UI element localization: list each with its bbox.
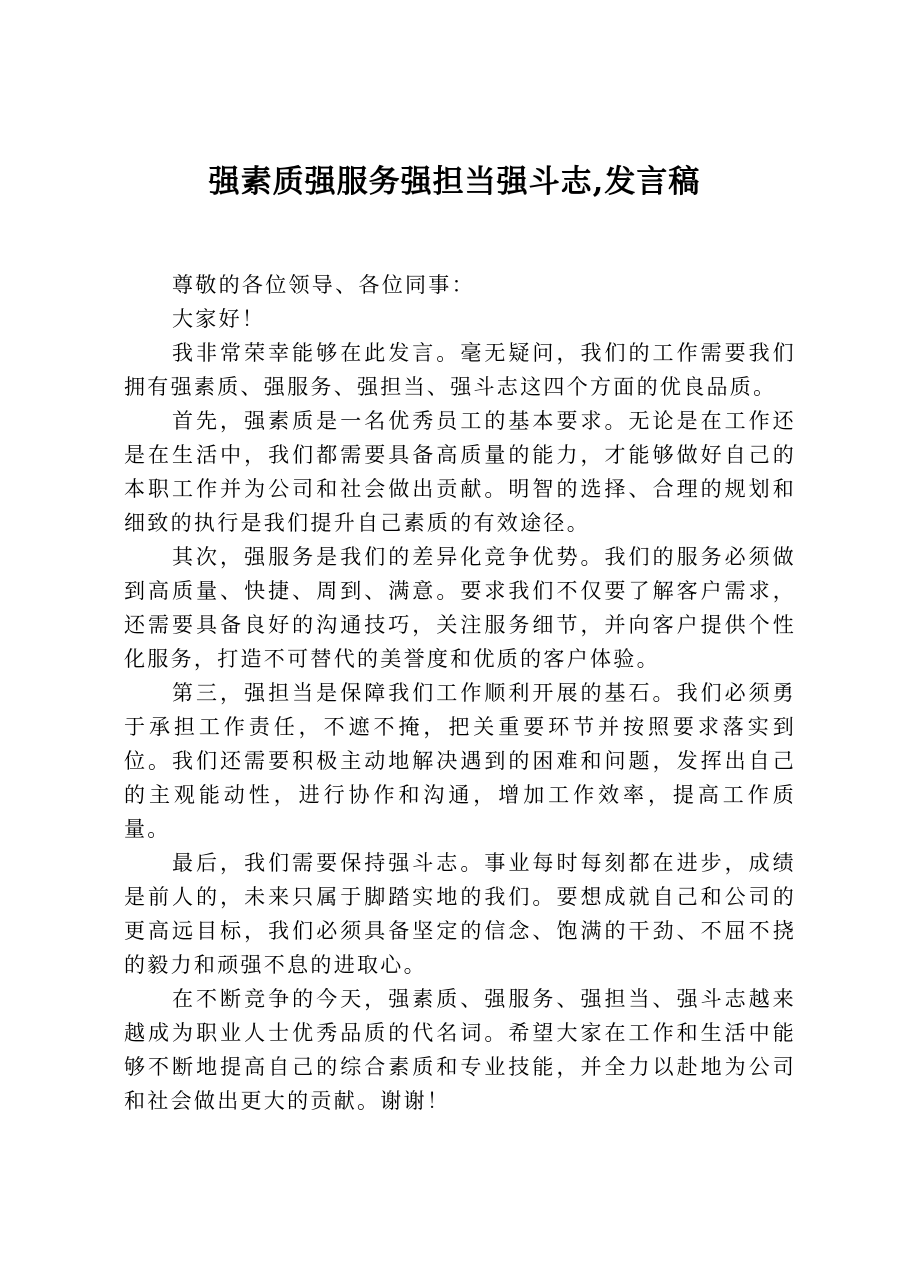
document-body bbox=[124, 268, 796, 1118]
intro-paragraph: 我非常荣幸能够在此发言。毫无疑问，我们的工作需要我们拥有强素质、强服务、强担当、强斗志这四个方面的优良品质。 bbox=[124, 341, 796, 399]
salutation-paragraph: 尊敬的各位领导、各位同事： bbox=[172, 273, 475, 297]
quality-paragraph: 首先，强素质是一名优秀员工的基本要求。无论是在工作还是在生活中，我们都需要具备高质量的能力，才能够做好自己的本职工作并为公司和社会做出贡献。明智的选择、合理的规划和细致的执行是我们提升自己素质的有效途径。 bbox=[124, 409, 796, 535]
closing-paragraph: 在不断竞争的今天，强素质、强服务、强担当、强斗志越来越成为职业人士优秀品质的代名词。希望大家在工作和生活中能够不断地提高自己的综合素质和专业技能，并全力以赴地为公司和社会做出更大的贡献。谢谢！ bbox=[124, 987, 796, 1113]
greeting-paragraph: 大家好！ bbox=[172, 307, 266, 331]
service-paragraph: 其次，强服务是我们的差异化竞争优势。我们的服务必须做到高质量、快捷、周到、满意。要求我们不仅要了解客户需求，还需要具备良好的沟通技巧，关注服务细节，并向客户提供个性化服务，打造不可替代的美誉度和优质的客户体验。 bbox=[124, 545, 796, 671]
spirit-paragraph: 最后，我们需要保持强斗志。事业每时每刻都在进步，成绩是前人的，未来只属于脚踏实地的我们。要想成就自己和公司的更高远目标，我们必须具备坚定的信念、饱满的干劲、不屈不挠的毅力和顽强不息的进取心。 bbox=[124, 851, 796, 977]
document-title: 强素质强服务强担当强斗志,发言稿 bbox=[208, 164, 701, 200]
responsibility-paragraph: 第三，强担当是保障我们工作顺利开展的基石。我们必须勇于承担工作责任，不遮不掩，把关重要环节并按照要求落实到位。我们还需要积极主动地解决遇到的困难和问题，发挥出自己的主观能动性，进行协作和沟通，增加工作效率，提高工作质量。 bbox=[124, 681, 796, 841]
